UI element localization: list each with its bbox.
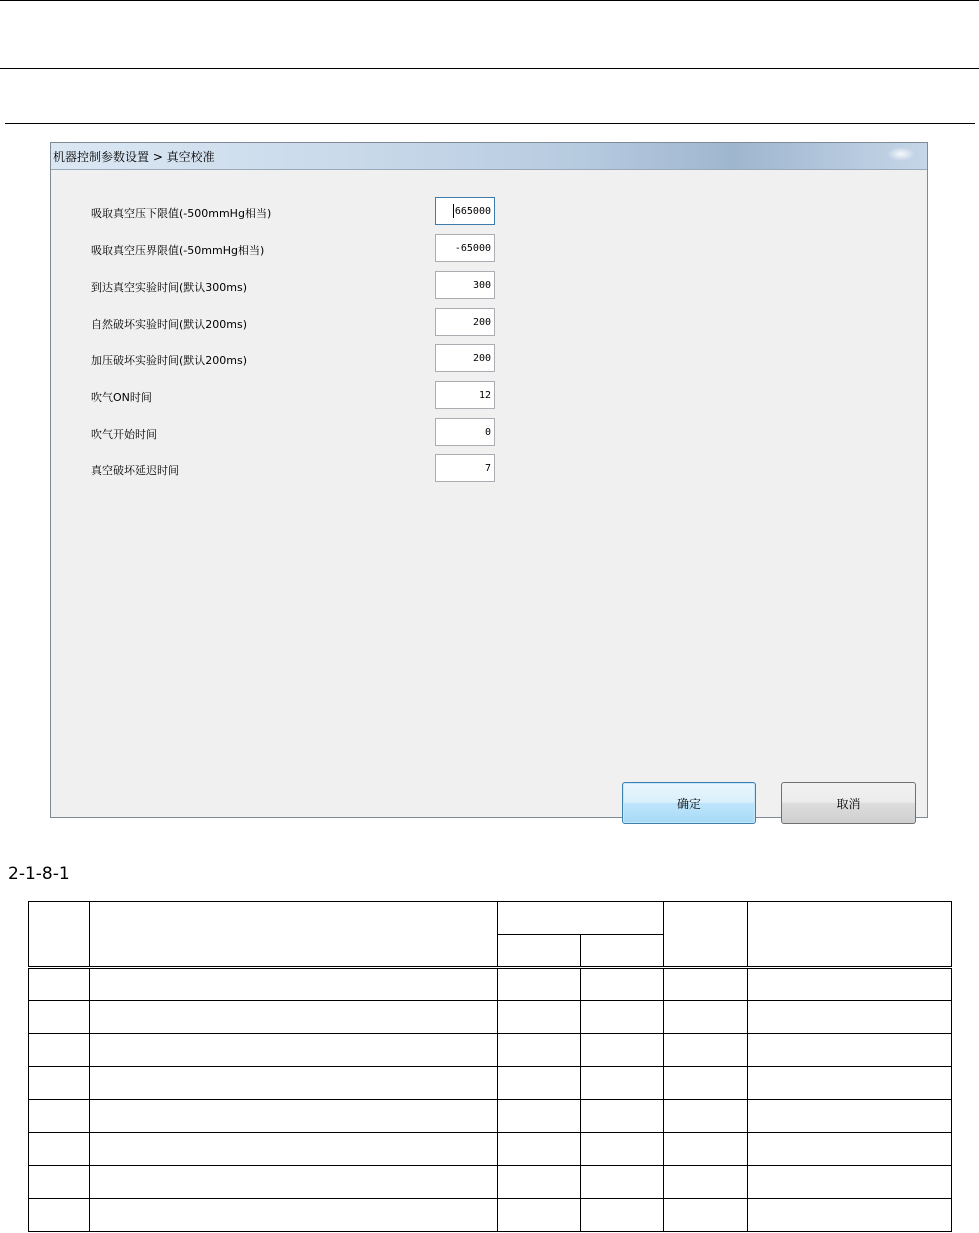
param-row-vacuum-break-delay — [51, 454, 551, 482]
table-cell — [29, 1001, 90, 1034]
table-cell — [664, 1166, 748, 1199]
table-cell — [29, 1067, 90, 1100]
table-cell — [90, 1166, 498, 1199]
table-header-cell — [498, 902, 664, 935]
page-section-rule — [5, 123, 975, 124]
page-top-rule — [0, 0, 979, 1]
dialog-titlebar — [51, 143, 927, 170]
param-row-blow-start-time — [51, 418, 551, 446]
blow-start-time-input[interactable] — [435, 418, 495, 446]
table-cell — [581, 1166, 664, 1199]
table-cell — [664, 1199, 748, 1232]
table-cell — [581, 1034, 664, 1067]
param-label: 自然破坏实验时间(默认200ms) — [91, 318, 248, 331]
vacuum-calibration-dialog — [50, 142, 928, 818]
table-cell — [498, 1166, 581, 1199]
table-cell — [581, 1100, 664, 1133]
dialog-title: 机器控制参数设置 > 真空校准 — [53, 150, 215, 164]
table-cell — [90, 1100, 498, 1133]
table-cell — [748, 1001, 952, 1034]
table-cell — [29, 1133, 90, 1166]
param-label: 吹气ON时间 — [91, 391, 152, 404]
table-cell — [748, 1034, 952, 1067]
titlebar-glow — [887, 147, 915, 161]
table-cell — [90, 1067, 498, 1100]
table-cell — [581, 1001, 664, 1034]
table-cell — [498, 1199, 581, 1232]
param-row-pressure-break-time — [51, 344, 551, 372]
table-cell — [748, 1067, 952, 1100]
param-label: 吸取真空压下限值(-500mmHg相当) — [91, 207, 272, 220]
table-cell — [748, 1166, 952, 1199]
table-cell — [90, 1133, 498, 1166]
param-row-natural-break-time — [51, 308, 551, 336]
param-row-suction-threshold — [51, 234, 551, 262]
table-cell — [581, 1133, 664, 1166]
table-cell — [498, 1133, 581, 1166]
reach-vacuum-time-input[interactable] — [435, 271, 495, 299]
table-cell — [664, 1067, 748, 1100]
table-cell — [664, 968, 748, 1001]
table-cell — [664, 1100, 748, 1133]
table-cell — [748, 1199, 952, 1232]
blow-on-time-input[interactable] — [435, 381, 495, 409]
table-cell — [581, 968, 664, 1001]
table-header-cell — [498, 935, 581, 968]
param-label: 到达真空实验时间(默认300ms) — [91, 281, 248, 294]
param-label: 加压破坏实验时间(默认200ms) — [91, 354, 248, 367]
dialog-client-area — [51, 170, 927, 817]
table-row — [29, 1034, 952, 1067]
table-cell — [29, 968, 90, 1001]
table-header-cell — [581, 935, 664, 968]
param-row-blow-on-time — [51, 381, 551, 409]
table-header-cell — [664, 902, 748, 968]
table-header-row — [29, 902, 952, 935]
table-cell — [664, 1133, 748, 1166]
table-cell — [498, 1001, 581, 1034]
table-cell — [498, 968, 581, 1001]
table-cell — [498, 1067, 581, 1100]
table-cell — [90, 968, 498, 1001]
table-row — [29, 1133, 952, 1166]
table-cell — [748, 1133, 952, 1166]
suction-threshold-input[interactable] — [435, 234, 495, 262]
table-row — [29, 1100, 952, 1133]
figure-caption: 2-1-8-1 — [8, 864, 70, 884]
table-cell — [581, 1199, 664, 1232]
table-header-cell — [90, 902, 498, 968]
table-row — [29, 1199, 952, 1232]
table-cell — [498, 1034, 581, 1067]
text-caret — [453, 204, 454, 218]
parameter-record-table — [28, 901, 952, 1232]
table-cell — [748, 1100, 952, 1133]
table-row — [29, 1067, 952, 1100]
param-label: 吹气开始时间 — [91, 428, 157, 441]
table-cell — [581, 1067, 664, 1100]
table-cell — [29, 1100, 90, 1133]
table-cell — [29, 1199, 90, 1232]
table-cell — [90, 1001, 498, 1034]
page-header-rule — [0, 68, 979, 69]
table-row — [29, 968, 952, 1001]
table-row — [29, 1001, 952, 1034]
param-label: 吸取真空压界限值(-50mmHg相当) — [91, 244, 265, 257]
table-cell — [748, 968, 952, 1001]
param-label: 真空破坏延迟时间 — [91, 464, 179, 477]
suction-lower-limit-input[interactable] — [435, 197, 495, 225]
table-cell — [90, 1199, 498, 1232]
table-cell — [29, 1034, 90, 1067]
ok-button[interactable]: 确定 — [622, 782, 756, 824]
table-cell — [29, 1166, 90, 1199]
table-row — [29, 1166, 952, 1199]
table-cell — [664, 1034, 748, 1067]
param-row-suction-lower-limit — [51, 197, 551, 225]
table-header-cell — [29, 902, 90, 968]
vacuum-break-delay-input[interactable] — [435, 454, 495, 482]
table-cell — [664, 1001, 748, 1034]
param-row-reach-vacuum-time — [51, 271, 551, 299]
table-cell — [498, 1100, 581, 1133]
pressure-break-time-input[interactable] — [435, 344, 495, 372]
cancel-button[interactable]: 取消 — [781, 782, 916, 824]
table-cell — [90, 1034, 498, 1067]
natural-break-time-input[interactable] — [435, 308, 495, 336]
table-header-cell — [748, 902, 952, 968]
